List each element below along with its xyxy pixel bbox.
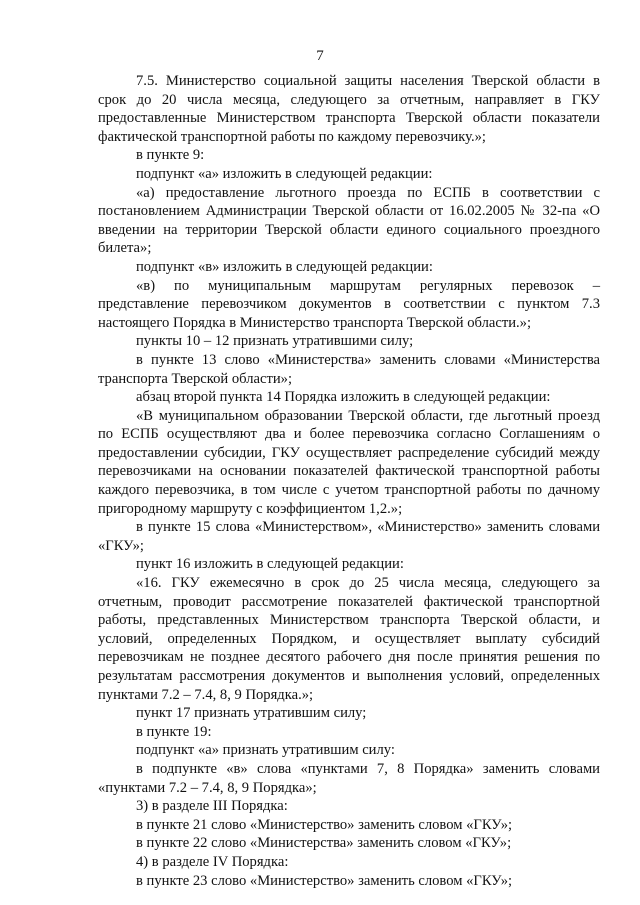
document-body — [98, 72, 600, 890]
paragraph-subpoint-a-text: «а) предоставление льготного проезда по ЕСПБ в соответствии с постановлением Администрации Тверской области от 16.02.2005 № 32-па «О введении на территории Тверской области единого социального проездного билета»; — [98, 184, 600, 257]
paragraph-section-4: 4) в разделе IV Порядка: — [136, 853, 289, 870]
paragraph-point-13: в пункте 13 слово «Министерства» заменить словами «Министерства транспорта Тверской области»; — [98, 351, 600, 387]
paragraph-point-19-v: в подпункте «в» слова «пунктами 7, 8 Порядка» заменить словами «пунктами 7.2 – 7.4, 8, 9 Порядка»; — [98, 760, 600, 796]
paragraph-in-point-19: в пункте 19: — [136, 723, 212, 740]
paragraph-subpoint-v-edit: подпункт «в» изложить в следующей редакции: — [136, 258, 433, 275]
paragraph-7-5: 7.5. Министерство социальной защиты населения Тверской области в срок до 20 числа месяца, следующего за отчетным, направляет в ГКУ предоставленные Министерством транспорта Тверской области показатели фактической транспортной работы по каждому перевозчику.»; — [98, 73, 600, 145]
paragraph-point-14-text: «В муниципальном образовании Тверской области, где льготный проезд по ЕСПБ осуществляют два и более перевозчика согласно Соглашениям о предоставлении субсидии, ГКУ осуществляет распределение субсидий между перевозчиками на основании показателей фактической транспортной работы каждого перевозчика, в том числе с учетом транспортной работы по дачному пригородному маршруту с коэффициентом 1,2.»; — [98, 407, 600, 517]
paragraph-subpoint-v-text: «в) по муниципальным маршрутам регулярных перевозок – представление перевозчиком документов в соответствии с пунктом 7.3 настоящего Порядка в Министерство транспорта Тверской области.»; — [98, 277, 600, 331]
paragraph-point-14-edit: абзац второй пункта 14 Порядка изложить в следующей редакции: — [136, 389, 551, 406]
paragraph-point-16-text: «16. ГКУ ежемесячно в срок до 25 числа месяца, следующего за отчетным, проводит рассмотрение показателей фактической транспортной работы, представленных Министерством транспорта Тверской области, и условий, определенных Порядком, и осуществляет выплату субсидий перевозчикам не позднее десятого рабочего дня после принятия решения по результатам рассмотрения документов и выполнения условий, определенных пунктами 7.2 – 7.4, 8, 9 Порядка.»; — [98, 575, 600, 703]
paragraph-point-19-a: подпункт «а» признать утратившим силу: — [136, 742, 395, 759]
paragraph-points-10-12: пункты 10 – 12 признать утратившими силу; — [136, 333, 414, 350]
paragraph-point-17: пункт 17 признать утратившим силу; — [136, 705, 367, 722]
paragraph-point-23: в пункте 23 слово «Министерство» заменить словом «ГКУ»; — [136, 872, 513, 889]
paragraph-section-3: 3) в разделе III Порядка: — [136, 798, 288, 815]
paragraph-point-21: в пункте 21 слово «Министерство» заменить словом «ГКУ»; — [136, 816, 513, 833]
page-number: 7 — [316, 48, 324, 64]
paragraph-point-22: в пункте 22 слово «Министерства» заменить словом «ГКУ»; — [136, 835, 512, 852]
paragraph-in-point-9: в пункте 9: — [136, 147, 205, 164]
paragraph-point-16-edit: пункт 16 изложить в следующей редакции: — [136, 556, 404, 573]
paragraph-subpoint-a-edit: подпункт «а» изложить в следующей редакции: — [136, 165, 433, 182]
paragraph-point-15: в пункте 15 слова «Министерством», «Министерство» заменить словами «ГКУ»; — [98, 519, 600, 554]
